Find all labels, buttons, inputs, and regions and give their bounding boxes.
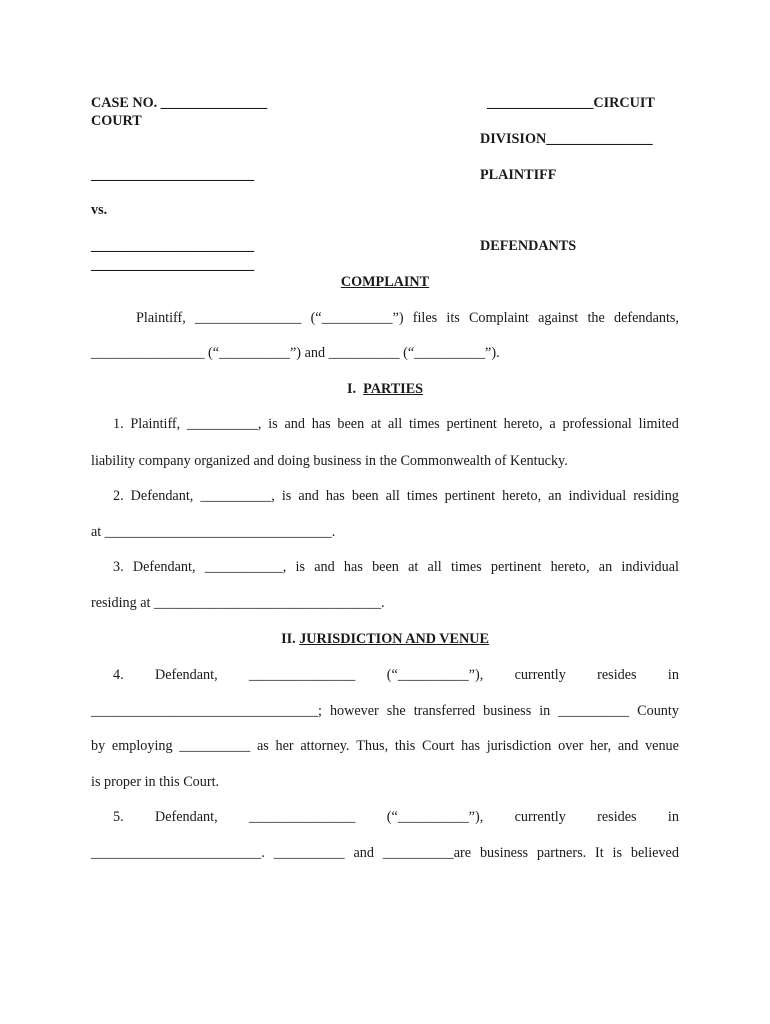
word: is xyxy=(612,845,622,861)
plaintiff-name-blank: _______________________ xyxy=(91,167,255,183)
word: (“__________”), xyxy=(386,809,484,825)
word: professional xyxy=(562,416,632,432)
word: employing xyxy=(111,738,173,754)
word: limited xyxy=(638,416,679,432)
para-4-line-1 xyxy=(113,668,679,682)
word: and xyxy=(314,559,335,575)
word: (“__________”) xyxy=(310,310,404,326)
para-2-line-2: at ________________________________. xyxy=(91,524,336,540)
versus-label: vs. xyxy=(91,202,108,218)
para-4-line-3 xyxy=(91,739,679,753)
word: been xyxy=(351,488,379,504)
word: 1. xyxy=(113,416,124,432)
word: over xyxy=(558,738,584,754)
word: 3. xyxy=(113,559,124,575)
word: this xyxy=(394,738,416,754)
word: in xyxy=(667,667,679,683)
para-4-line-2 xyxy=(91,704,679,718)
word: hereto, xyxy=(502,488,542,504)
word: __________ xyxy=(558,703,630,719)
word: believed xyxy=(630,845,679,861)
word: individual xyxy=(568,488,627,504)
word: as xyxy=(256,738,269,754)
word: transferred xyxy=(413,703,476,719)
word: times xyxy=(408,416,440,432)
word: at xyxy=(408,559,419,575)
word: Thus, xyxy=(356,738,389,754)
word: business xyxy=(479,845,529,861)
word: Defendant, xyxy=(132,559,196,575)
word: _______________ xyxy=(248,809,356,825)
word: __________, xyxy=(186,416,262,432)
para-3-line-1 xyxy=(113,560,679,574)
word: an xyxy=(548,488,562,504)
word: Court xyxy=(422,738,455,754)
word: and xyxy=(298,488,319,504)
word: defendants, xyxy=(613,310,679,326)
para-2-line-1 xyxy=(113,489,679,503)
word: all xyxy=(387,416,403,432)
word: It xyxy=(595,845,604,861)
word: has xyxy=(325,488,345,504)
word: the xyxy=(587,310,605,326)
word: __________ xyxy=(273,845,345,861)
word: times xyxy=(406,488,438,504)
word: times xyxy=(450,559,482,575)
word: venue xyxy=(645,738,679,754)
word: by xyxy=(91,738,106,754)
circuit-court-blank: _______________CIRCUIT xyxy=(487,95,655,111)
division-blank: DIVISION_______________ xyxy=(480,131,653,147)
para-1-line-1 xyxy=(113,417,679,431)
word: has xyxy=(343,559,363,575)
word: currently xyxy=(514,809,566,825)
section-number: II. xyxy=(281,631,296,647)
defendants-label: DEFENDANTS xyxy=(480,238,577,254)
word: a xyxy=(549,416,556,432)
word: been xyxy=(337,416,365,432)
section-title: JURISDICTION AND VENUE xyxy=(299,631,489,647)
para-1-line-2: liability company organized and doing business in the Commonwealth of Kentucky. xyxy=(91,453,568,469)
word: been xyxy=(372,559,399,575)
word: (“__________”), xyxy=(386,667,484,683)
word: __________, xyxy=(200,488,275,504)
word: hereto, xyxy=(550,559,590,575)
word: hereto, xyxy=(503,416,543,432)
defendant-name-blank-1: _______________________ xyxy=(91,238,255,254)
para-5-line-1 xyxy=(113,810,679,824)
section-heading-parties xyxy=(91,382,679,396)
word: her, xyxy=(590,738,612,754)
intro-line-2: ________________ (“__________”) and __________ (“__________”). xyxy=(91,345,500,361)
word: ________________________________; xyxy=(91,703,322,719)
word: 4. xyxy=(113,667,124,683)
word: has xyxy=(461,738,481,754)
para-3-line-2: residing at ________________________________. xyxy=(91,595,385,611)
case-number: CASE NO. _______________ xyxy=(91,95,268,111)
word: pertinent xyxy=(444,488,496,504)
word: Plaintiff, xyxy=(130,416,181,432)
word: in xyxy=(667,809,679,825)
word: partners. xyxy=(536,845,587,861)
word: she xyxy=(386,703,406,719)
word: and xyxy=(284,416,305,432)
plaintiff-label: PLAINTIFF xyxy=(480,167,557,183)
word: 2. xyxy=(113,488,124,504)
word: jurisdiction xyxy=(486,738,552,754)
word: attorney. xyxy=(300,738,350,754)
para-5-line-2 xyxy=(91,846,679,860)
word: its xyxy=(446,310,460,326)
word: _______________ xyxy=(194,310,302,326)
word: all xyxy=(427,559,442,575)
word: __________are xyxy=(382,845,472,861)
complaint-title: COMPLAINT xyxy=(340,274,430,290)
word: individual xyxy=(621,559,679,575)
defendant-name-blank-2: _______________________ xyxy=(91,257,255,273)
word: Plaintiff, xyxy=(136,310,186,326)
para-4-line-4: is proper in this Court. xyxy=(91,774,220,790)
word: is xyxy=(295,559,305,575)
word: ________________________. xyxy=(91,845,265,861)
word: her xyxy=(275,738,294,754)
word: Defendant, xyxy=(154,809,218,825)
section-number: I. xyxy=(346,381,357,397)
word: all xyxy=(385,488,400,504)
word: and xyxy=(617,738,639,754)
word: 5. xyxy=(113,809,124,825)
word: against xyxy=(538,310,579,326)
word: __________ xyxy=(179,738,251,754)
word: is xyxy=(268,416,278,432)
word: residing xyxy=(633,488,679,504)
word: and xyxy=(353,845,374,861)
word: resides xyxy=(597,667,637,683)
word: ___________, xyxy=(204,559,287,575)
section-title: PARTIES xyxy=(363,381,424,397)
word: resides xyxy=(597,809,637,825)
word: however xyxy=(329,703,379,719)
word: files xyxy=(412,310,438,326)
word: business xyxy=(483,703,532,719)
intro-line-1 xyxy=(136,311,679,325)
word: is xyxy=(281,488,292,504)
word: has xyxy=(311,416,331,432)
word: County xyxy=(637,703,679,719)
court-label: COURT xyxy=(91,113,142,129)
word: an xyxy=(598,559,613,575)
word: Defendant, xyxy=(154,667,218,683)
word: in xyxy=(539,703,551,719)
word: pertinent xyxy=(490,559,542,575)
section-heading-jurisdiction xyxy=(91,632,679,646)
word: currently xyxy=(514,667,566,683)
word: Defendant, xyxy=(130,488,194,504)
word: at xyxy=(370,416,382,432)
word: pertinent xyxy=(446,416,497,432)
word: _______________ xyxy=(248,667,356,683)
word: Complaint xyxy=(468,310,529,326)
